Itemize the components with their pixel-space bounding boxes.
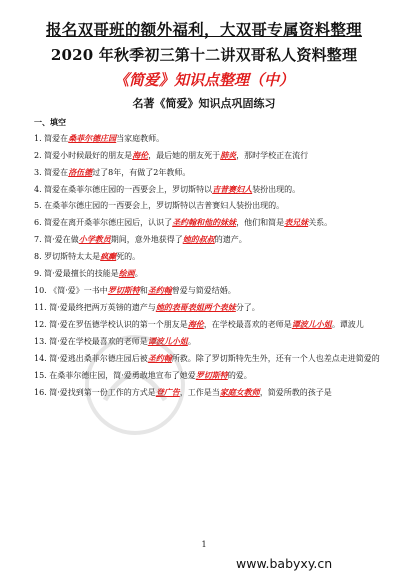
question-text: ，他们和简是 xyxy=(236,218,285,227)
answer-text: 海伦 xyxy=(132,150,149,160)
promo-header: 报名双哥班的额外福利，大双哥专属资料整理 xyxy=(45,20,362,39)
question-text: 16. 简·爱找到第一份工作的方式是 xyxy=(34,388,156,397)
question-text: ，那时学校正在流行 xyxy=(236,151,309,160)
answer-text: 圣约翰 xyxy=(147,285,172,295)
answer-text: 登广告 xyxy=(155,387,180,397)
document-title: 《简爱》知识点整理（中） xyxy=(113,71,294,89)
question-item xyxy=(34,147,380,164)
question-text: 所救。除了罗切斯特先生外，还有一个人也差点走进简爱的 xyxy=(171,354,380,363)
question-text: 。 xyxy=(134,269,143,278)
part-label: 一、填空 xyxy=(34,117,66,127)
question-text: 9. 简·爱最擅长的技能是 xyxy=(34,269,119,278)
answer-text: 她的叔叔 xyxy=(182,234,215,244)
question-text: 。 xyxy=(187,337,196,346)
question-text: 期间，意外地获得了 xyxy=(110,235,183,244)
question-text: 过了8年，有做了2年教师。 xyxy=(92,168,191,177)
question-item xyxy=(34,299,380,316)
answer-text: 绘画 xyxy=(118,268,135,278)
question-item xyxy=(34,265,380,282)
section-title: 名著《简爱》知识点巩固练习 xyxy=(132,97,276,110)
question-text: 6. 简爱在离开桑菲尔德庄园后，认识了 xyxy=(34,218,173,227)
website-link[interactable]: www.babyxy.cn xyxy=(236,556,333,571)
question-text: 4. 简爱在桑菲尔德庄园的一西要会上，罗切斯特以 xyxy=(34,185,213,194)
question-text: 装扮出现的。 xyxy=(252,185,301,194)
answer-text: 洛伍德 xyxy=(68,167,93,177)
answer-text: 疯癫 xyxy=(100,251,117,261)
question-text: 曾爱与简爱结婚。 xyxy=(171,286,236,295)
question-text: 分了。 xyxy=(235,303,260,312)
question-item xyxy=(34,214,380,231)
watermark-logo-icon xyxy=(80,330,190,440)
question-text: ，最后她的朋友死于 xyxy=(148,151,221,160)
question-item xyxy=(34,282,380,299)
question-text: ，简爱所教的孩子是 xyxy=(259,388,332,397)
question-text: 当家庭教师。 xyxy=(116,134,165,143)
question-text: 8. 罗切斯特太太是 xyxy=(34,252,101,261)
question-text: 13. 简·爱在学校最喜欢的老师是 xyxy=(34,337,148,346)
question-item xyxy=(34,181,380,198)
question-text: 11. 简·爱最终把两万英镑的遗产与 xyxy=(34,303,156,312)
answer-text: 肺炎 xyxy=(220,150,237,160)
answer-text: 她的表哥表姐两个表妹 xyxy=(155,302,236,312)
answer-text: 罗切斯特 xyxy=(107,285,140,295)
question-text: ，在学校最喜欢的老师是 xyxy=(203,320,292,329)
answer-text: 罗切斯特 xyxy=(195,370,228,380)
answer-text: 谭波儿小姐 xyxy=(147,336,188,346)
answer-text: 谭波儿小姐 xyxy=(291,319,332,329)
question-text: 死的。 xyxy=(116,252,141,261)
question-text: 10. 《简·爱》一书中 xyxy=(34,286,108,295)
question-text: 的遗产。 xyxy=(214,235,247,244)
question-item xyxy=(34,164,380,181)
answer-text: 桑菲尔德庄园 xyxy=(68,133,117,143)
answer-text: 表兄妹 xyxy=(284,217,309,227)
question-item xyxy=(34,231,380,248)
question-text: 关系。 xyxy=(308,218,333,227)
answer-text: 圣约翰 xyxy=(147,353,172,363)
question-text: 3. 简爱在 xyxy=(34,168,69,177)
question-text: 2. 简爱小时候最好的朋友是 xyxy=(34,151,133,160)
question-item xyxy=(34,248,380,265)
question-text: 和 xyxy=(139,286,148,295)
question-text: 7. 简·爱在做 xyxy=(34,235,79,244)
answer-text: 吉普赛妇人 xyxy=(212,184,253,194)
question-text: 1. 简爱在 xyxy=(34,134,69,143)
answer-text: 圣约翰和他的妹妹 xyxy=(172,217,237,227)
question-item xyxy=(34,130,380,147)
answer-text: 小学教员 xyxy=(78,234,111,244)
question-text: 14. 简·爱逃出桑菲尔德庄园后被 xyxy=(34,354,148,363)
question-text: 12. 简·爱在罗伍德学校认识的第一个朋友是 xyxy=(34,320,188,329)
page-number: 1 xyxy=(201,540,207,549)
question-text: 。谭波儿 xyxy=(331,320,364,329)
question-text: 5. 在桑菲尔德庄园的一西要会上，罗切斯特以吉普赛妇人装扮出现的。 xyxy=(34,201,285,210)
question-text: ，工作是当 xyxy=(179,388,220,397)
lecture-header: 2020 年秋季初三第十二讲双哥私人资料整理 xyxy=(50,46,358,64)
answer-text: 家庭女教师 xyxy=(219,387,260,397)
question-item xyxy=(34,198,380,214)
question-text: 15. 在桑菲尔德庄园，简·爱勇敢地宣布了她爱 xyxy=(34,371,196,380)
answer-text: 海伦 xyxy=(187,319,204,329)
question-text: 的爱。 xyxy=(227,371,252,380)
